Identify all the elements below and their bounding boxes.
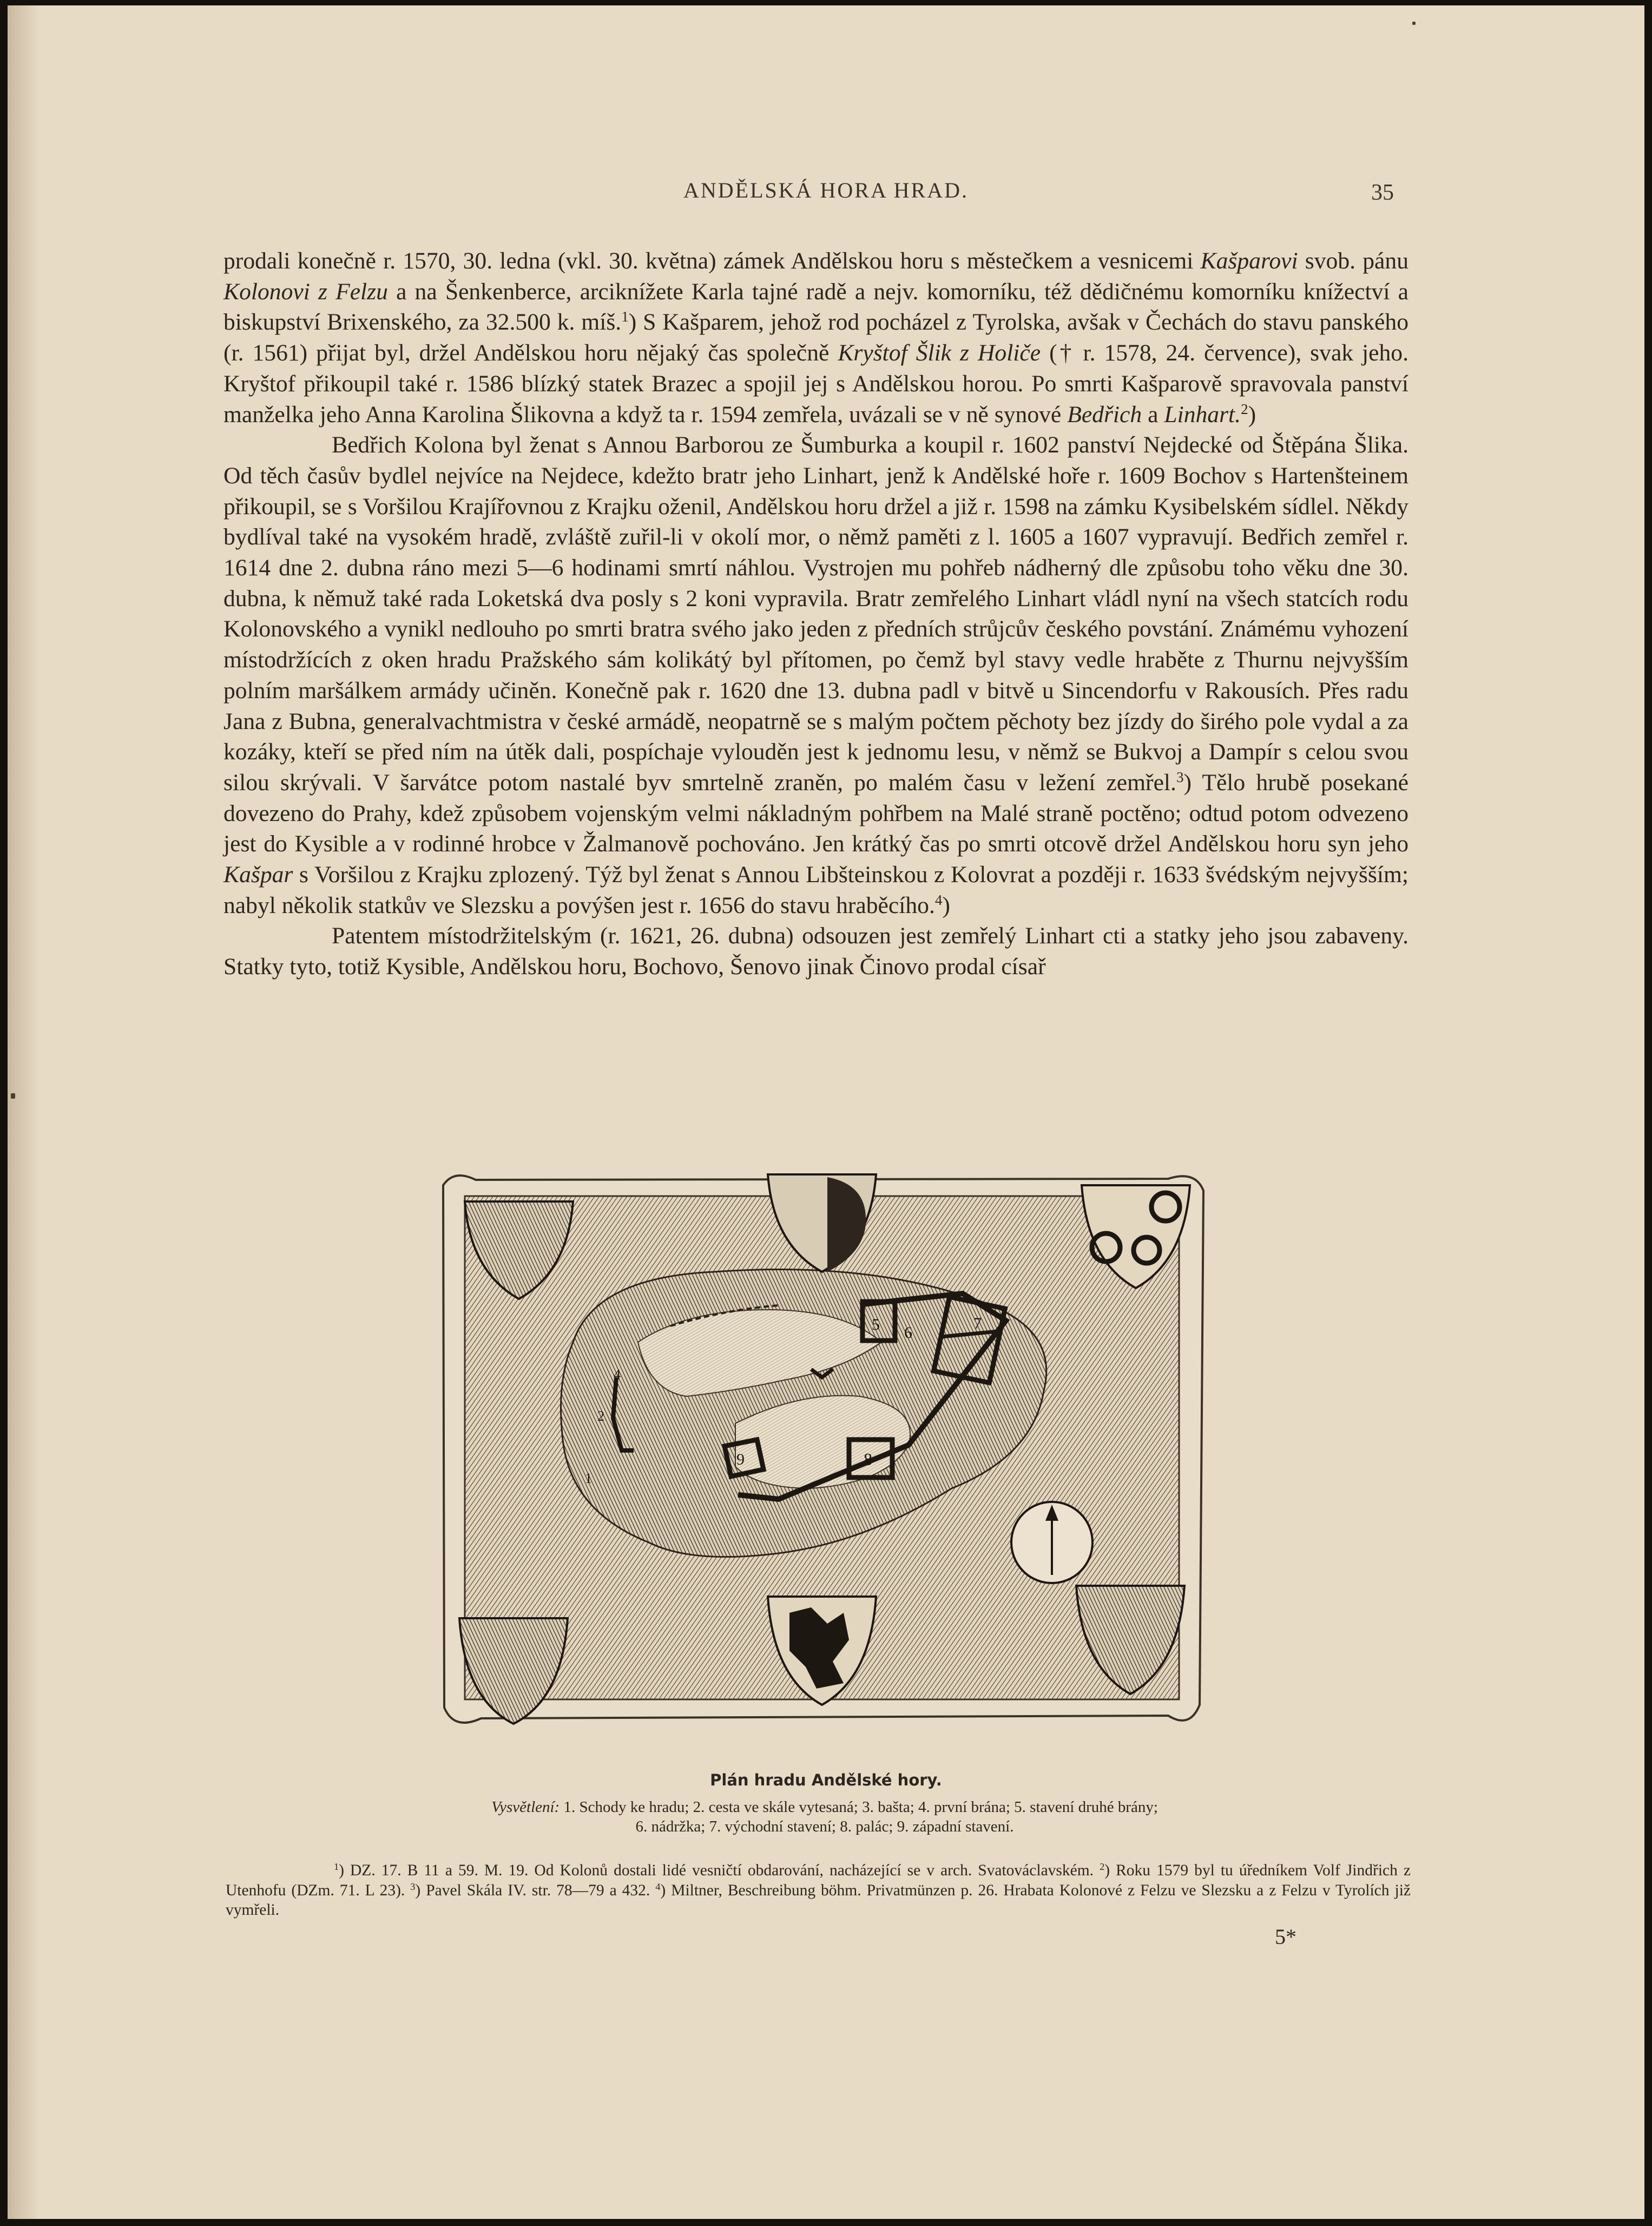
castle-plan-illustration [432,1164,1212,1737]
paragraph-2: Bedřich Kolona byl ženat s Annou Barborou ze Šumburka a koupil r. 1602 panství Nejdecké od Štěpána Šlika. Od těch časův bydlel nejvíce na Nejdece, kdežto bratr jeho Linhart, jenž k Andělské hoře r. 1609 Bochov s Hartenšteinem přikoupil, se s Voršilou Krajířovnou z Krajku oženil, Andělskou horu držel a již r. 1598 na zámku Kysibelském sídlel. Někdy bydlíval také na vysokém hradě, zvláště zuřil-li v okolí mor, o němž paměti z l. 1605 a 1607 vypravují. Bedřich zemřel r. 1614 dne 2. dubna ráno mezi 5—6 hodinami smrtí náhlou. Vystrojen mu pohřeb nádherný dle způsobu toho věku dne 30. dubna, k němuž také rada Loketská dva posly s 2 koni vypravila. Bratr zemřelého Linhart vládl nyní na všech statcích rodu Kolonovského a vynikl nedlouho po smrti bratra svého jako jeden z předních strůjcův českého povstání. Známému vyhození místodržících z oken hradu Pražského sám kolikátý byl přítomen, po čemž byl stavy vedle hraběte z Thurnu nejvyšším polním maršálkem armády učiněn. Konečně pak r. 1620 dne 13. dubna padl v bitvě u Sincendorfu v Rakousích. Přes radu Jana z Bubna, generalvachtmistra v české armádě, neopatrně se s malým počtem pěchoty bez jízdy do širého pole vydal a za kozáky, kteří se před ním na útěk dali, pospíchaje vylouděn jest k jednomu lesu, v němž se Bukvoj a Dampír s celou svou silou skrývali. V šarvátce potom nastalé byv smrtelně zraněn, po malém času v ležení zemřel.$^3$) Tělo hrubě posekané dovezeno do Prahy, kdež způsobem vojenským velmi nákladným pohřbem na Malé straně poctěno; odtud potom odvezeno jest do Kysible a v rodinné hrobce v Žalmanově pochováno. Jen krátký čas po smrti otcově držel Andělskou horu syn jeho Kašpar s Voršilou z Krajku zplozený. Týž byl ženat s Annou Libšteinskou z Kolovrat a později r. 1633 švédským nejvyšším; nabyl několik statkův ve Slezsku a povýšen jest r. 1656 do stavu hraběcího.$^4$) [223,432,1409,918]
footnote-mark-4: 4 [655,1881,661,1892]
plan-number-9: 9 [736,1450,745,1468]
plan-number-2: 2 [597,1408,604,1424]
plan-number-4: 4 [614,1367,621,1382]
plan-number-6: 6 [904,1324,912,1342]
footnote-2: ) Roku 1579 byl tu úředníkem Volf Jindřich z Utenhofu (DZm. 71. L 23). [226,1862,1411,1899]
plan-number-5: 5 [872,1316,880,1334]
figure-legend: Vysvětlení: 1. Schody ke hradu; 2. cesta ve skále vytesaná; 3. bašta; 4. první brána; 5. stavení druhé brány; 6. nádržka; 7. východní stavení; 8. palác; 9. západní stavení. [491,1798,1158,1835]
footnote-mark-1: 1 [334,1861,339,1872]
main-text [223,246,1409,982]
footnote-1: ) DZ. 17. B 11 a 59. M. 19. Od Kolonů dostali lidé vesničtí obdarování, nacházející se v arch. Svatováclavském. [339,1862,1100,1879]
castle-plan-engraving [432,1164,1212,1737]
plan-number-8: 8 [864,1449,872,1469]
footnote-3: ) Pavel Skála IV. str. 78—79 a 432. [415,1881,656,1899]
paragraph-3: Patentem místodržitelským (r. 1621, 26. dubna) odsouzen jest zemřelý Linhart cti a statky jeho jsou zabaveny. Statky tyto, totiž Kysible, Andělskou horu, Bochovo, Šenovo jinak Činovo prodal císař [223,923,1409,980]
edge-mark [11,1093,15,1099]
page-gutter-shadow [8,5,40,2219]
footnotes [226,1861,1411,1920]
edge-mark [1412,22,1416,25]
plan-number-1: 1 [585,1470,592,1486]
footnote-mark-3: 3 [410,1881,416,1892]
book-page [8,5,1644,2219]
plan-number-7: 7 [973,1315,982,1332]
page-number: 35 [1371,180,1394,205]
signature-mark: 5* [1275,1925,1296,1949]
footnote-ref-1: 1 [621,308,629,325]
footnote-mark-2: 2 [1100,1861,1105,1872]
footnote-ref-3: 3 [1176,769,1184,786]
paragraph-1: prodali konečně r. 1570, 30. ledna (vkl. 30. května) zámek Andělskou horu s městečkem a vesnicemi Kašparovi svob. pánu Kolonovi z Felzu a na Šenkenberce, arciknížete Karla tajné radě a nejv. komorníku, též dědičnému komorníku knížectví a biskupství Brixenského, za 32.500 k. míš.$^1$) S Kašparem, jehož rod pocházel z Tyrolska, avšak v Čechách do stavu panského (r. 1561) přijat byl, držel Andělskou horu nějaký čas společně Kryštof Šlik z Holiče († r. 1578, 24. července), svak jeho. Kryštof přikoupil také r. 1586 blízký statek Brazec a spojil jej s Andělskou horou. Po smrti Kašparově spravovala panství manželka jeho Anna Karolina Šlikovna a když ta r. 1594 zemřela, uvázali se v ně synové Bedřich a Linhart.$^2$) [223,248,1409,428]
running-head: ANDĚLSKÁ HORA HRAD. [683,178,969,202]
footnote-ref-2: 2 [1241,400,1248,417]
figure-caption-title: Plán hradu Andělské hory. [710,1771,942,1789]
footnote-ref-4: 4 [934,891,943,908]
legend-label: Vysvětlení: [491,1798,560,1816]
footnote-4: ) Miltner, Beschreibung böhm. Privatmünzen p. 26. Hrabata Kolonové z Felzu ve Slezsku a z Felzu v Tyrolích již vymřeli. [226,1881,1411,1919]
